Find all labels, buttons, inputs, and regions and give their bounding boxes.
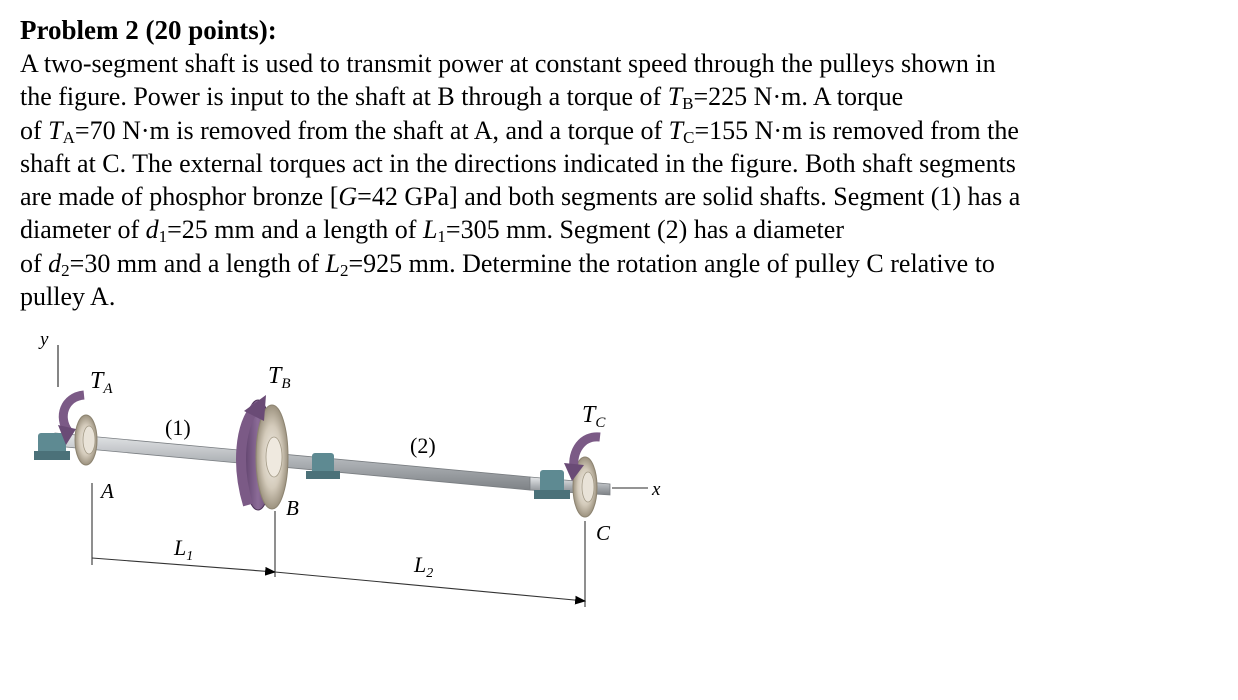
italic-symbol: L bbox=[422, 215, 438, 245]
italic-symbol: G bbox=[338, 182, 358, 212]
text-run: =30 mm and a length of bbox=[69, 248, 326, 278]
torque-b-label: $T_B$ bbox=[268, 363, 291, 392]
subscript-text: 1 bbox=[437, 227, 446, 247]
torque-c-label: $T_C$ bbox=[582, 402, 606, 431]
length-2-label: $L_2$ bbox=[414, 552, 434, 581]
text-run: =925 mm. Determine the rotation angle of pulley C relative to bbox=[348, 248, 995, 278]
x-axis-label: x bbox=[652, 479, 661, 500]
torque-a-label: $T_A$ bbox=[90, 368, 113, 397]
subscript-text: A bbox=[62, 127, 75, 147]
italic-symbol: L bbox=[325, 248, 340, 278]
text-run: of bbox=[20, 248, 49, 278]
text-run: the figure. Power is input to the shaft at B through a torque of bbox=[20, 82, 668, 112]
text-run: shaft at C. The external torques act in the directions indicated in the figure. Both shaft segments bbox=[20, 148, 1016, 178]
y-axis-label: y bbox=[40, 329, 49, 350]
problem-line bbox=[20, 180, 1220, 213]
problem-body bbox=[20, 47, 1220, 313]
text-run: =155 N·m is removed from the bbox=[694, 115, 1019, 145]
problem-line bbox=[20, 114, 1220, 147]
text-run: diameter of bbox=[20, 215, 146, 245]
text-run: =305 mm. Segment (2) has a diameter bbox=[445, 215, 844, 245]
dimension-l1 bbox=[92, 558, 275, 572]
problem-line bbox=[20, 213, 1220, 246]
subscript-text: 2 bbox=[61, 260, 70, 280]
shaft-diagram bbox=[0, 325, 720, 625]
point-a-label: A bbox=[101, 479, 114, 503]
problem-line bbox=[20, 80, 1220, 113]
subscript-text: C bbox=[683, 127, 695, 147]
italic-symbol: T bbox=[668, 115, 684, 145]
problem-statement bbox=[20, 14, 1220, 313]
text-run: =225 N·m. A torque bbox=[693, 82, 904, 112]
text-run: =42 GPa] and both segments are solid shafts. Segment (1) has a bbox=[357, 182, 1021, 212]
segment-1-label: (1) bbox=[165, 415, 191, 440]
italic-symbol: T bbox=[48, 115, 63, 145]
italic-symbol: T bbox=[667, 82, 683, 112]
subscript-text: B bbox=[682, 94, 694, 114]
text-run: =70 N·m is removed from the shaft at A, and a torque of bbox=[74, 115, 669, 145]
text-run: A two-segment shaft is used to transmit power at constant speed through the pulleys shown in bbox=[20, 49, 996, 78]
text-run: are made of phosphor bronze [ bbox=[20, 182, 339, 212]
italic-symbol: d bbox=[48, 248, 62, 278]
shaft-figure bbox=[0, 325, 720, 625]
italic-symbol: d bbox=[145, 215, 159, 245]
subscript-text: 2 bbox=[339, 260, 349, 280]
text-run: pulley A. bbox=[20, 282, 116, 312]
problem-line bbox=[20, 47, 1220, 80]
text-run: of bbox=[20, 115, 49, 145]
pulley-a bbox=[75, 415, 97, 465]
point-b-label: B bbox=[286, 496, 299, 520]
point-c-label: C bbox=[596, 521, 611, 545]
length-1-label: $L_1$ bbox=[174, 535, 194, 564]
problem-line bbox=[20, 280, 1220, 313]
problem-line bbox=[20, 247, 1220, 280]
shaft bbox=[55, 433, 530, 490]
subscript-text: 1 bbox=[158, 227, 168, 247]
segment-2-label: (2) bbox=[410, 433, 436, 458]
problem-title: Problem 2 (20 points): bbox=[20, 15, 277, 45]
text-run: =25 mm and a length of bbox=[167, 215, 423, 245]
problem-line bbox=[20, 147, 1220, 180]
